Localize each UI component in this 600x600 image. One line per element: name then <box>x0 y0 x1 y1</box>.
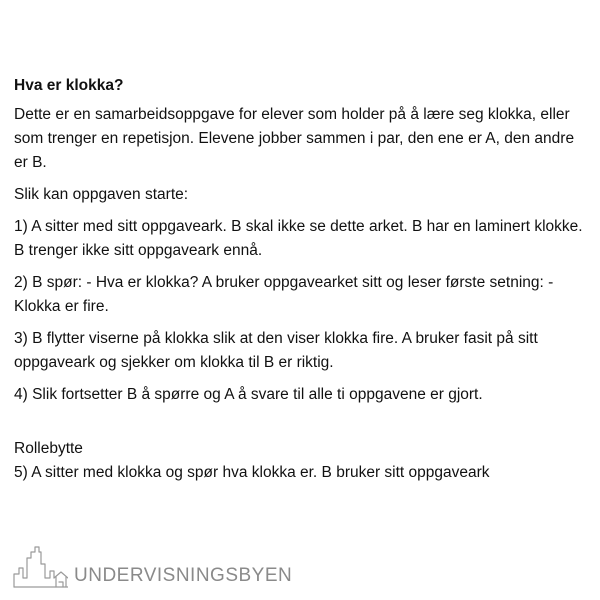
document-title: Hva er klokka? <box>14 77 124 94</box>
start-paragraph: Slik kan oppgaven starte: <box>14 186 189 203</box>
step-4-paragraph: 4) Slik fortsetter B å spørre og A å svare til alle ti oppgavene er gjort. <box>14 386 483 403</box>
role-switch-heading: Rollebytte <box>14 440 83 457</box>
section-spacer <box>14 415 592 437</box>
step-5-paragraph: 5) A sitter med klokka og spør hva klokka er. B bruker sitt oppgaveark <box>14 464 490 481</box>
step-1-paragraph: 1) A sitter med sitt oppgaveark. B skal ikke se dette arket. B har en laminert klokke. B trenger ikke sitt oppgaveark ennå. <box>14 218 583 259</box>
city-skyline-icon <box>12 544 68 588</box>
step-2-paragraph: 2) B spør: - Hva er klokka? A bruker oppgavearket sitt og leser første setning: - Klokka er fire. <box>14 274 554 315</box>
undervisningsbyen-logo <box>12 540 292 588</box>
step-3-paragraph: 3) B flytter viserne på klokka slik at den viser klokka fire. A bruker fasit på sitt oppgaveark og sjekker om klokka til B er riktig. <box>14 330 538 371</box>
document-body <box>14 74 592 493</box>
intro-paragraph: Dette er en samarbeidsoppgave for elever som holder på å lære seg klokka, eller som trenger en repetisjon. Elevene jobber sammen i par, den ene er A, den andre er B. <box>14 106 575 171</box>
logo-wordmark: UNDERVISNINGSBYEN <box>74 565 293 586</box>
